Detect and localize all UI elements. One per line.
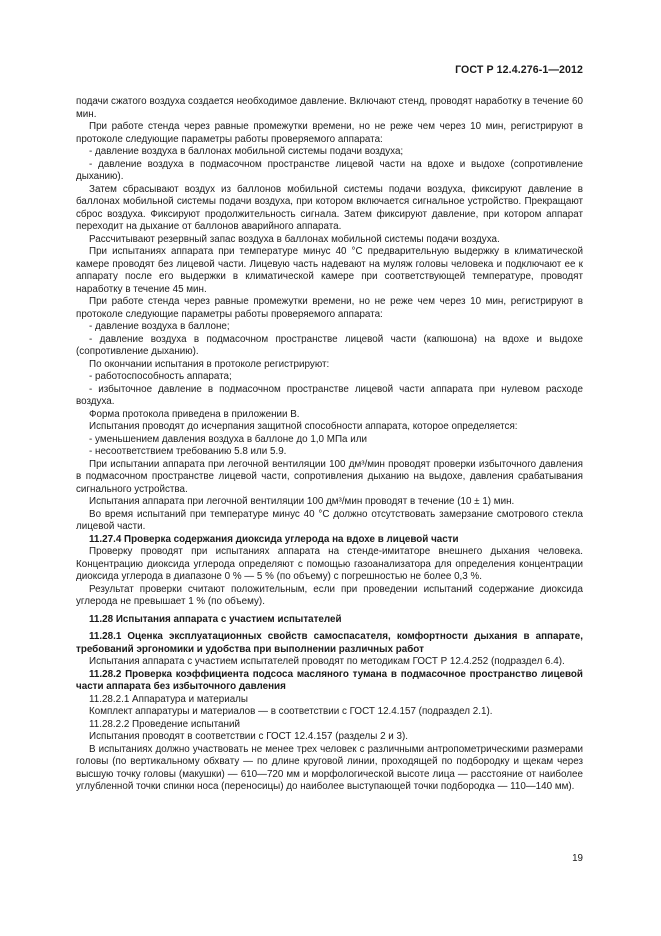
paragraph: В испытаниях должно участвовать не менее трех человек с различными антропометрическими размерами головы (по вертикальному обхвату — по длине круговой линии, проходящей по подбородку и щекам через высшую точку головы (макушки) — 610—720 мм и морфологической высоте лица — расстояние от наиболее углубленной точки спинки носа (переносицы) до наиболее выступающей точки подбородка — 110—140 мм). (76, 743, 583, 792)
paragraph: Испытания проводят в соответствии с ГОСТ 12.4.157 (разделы 2 и 3). (89, 731, 409, 742)
paragraph: Проверку проводят при испытаниях аппарата на стенде-имитаторе внешнего дыхания человека. Концентрацию диоксида углерода определяют с помощью газоанализатора для определения концентрации диоксида углерода в диапазоне 0 % — 5 % (по объему) с погрешностью не более 0,3 %. (76, 546, 583, 582)
paragraph: По окончании испытания в протоколе регистрируют: (89, 358, 330, 370)
paragraph: Испытания аппарата с участием испытателей проводят по методикам ГОСТ Р 12.4.252 (подраздел 6.4). (89, 656, 565, 667)
page-number: 19 (572, 853, 583, 864)
list-item: - давление воздуха в подмасочном пространстве лицевой части на вдохе и выдохе (сопротивление дыханию). (76, 158, 583, 182)
subsection-title: 11.28.2.1 Аппаратура и материалы (89, 693, 249, 705)
list-item: - давление воздуха в подмасочном пространстве лицевой части (капюшона) на вдохе и выдохе (сопротивление дыханию). (76, 333, 583, 357)
paragraph: Результат проверки считают положительным, если при проведении испытаний содержание диоксида углерода не превышает 1 % (по объему). (76, 583, 583, 607)
document-body (76, 96, 583, 794)
list-item: - несоответствием требованию 5.8 или 5.9. (89, 446, 287, 457)
paragraph: подачи сжатого воздуха создается необходимое давление. Включают стенд, проводят наработку в течение 60 мин. (76, 96, 583, 120)
list-item: - давление воздуха в баллонах мобильной системы подачи воздуха; (89, 146, 404, 157)
paragraph: Комплект аппаратуры и материалов — в соответствии с ГОСТ 12.4.157 (подраздел 2.1). (89, 706, 493, 717)
section-heading: 11.27.4 Проверка содержания диоксида углерода на вдохе в лицевой части (89, 533, 459, 545)
paragraph: Испытания проводят до исчерпания защитной способности аппарата, которое определяется: (89, 421, 518, 432)
section-heading: 11.28.1 Оценка эксплуатационных свойств самоспасателя, комфортности дыхания в аппарате, требований эргономики и удобства при выполнении различных работ (76, 631, 583, 655)
list-item: - избыточное давление в подмасочном пространстве лицевой части аппарата при нулевом расходе воздуха. (76, 383, 583, 407)
document-code-header: ГОСТ Р 12.4.276-1—2012 (455, 64, 583, 76)
paragraph: Рассчитывают резервный запас воздуха в баллонах мобильной системы подачи воздуха. (89, 233, 500, 245)
section-heading: 11.28.2 Проверка коэффициента подсоса масляного тумана в подмасочное пространство лицевой части аппарата без избыточного давления (76, 668, 583, 692)
paragraph: Испытания аппарата при легочной вентиляции 100 дм³/мин проводят в течение (10 ± 1) мин. (89, 496, 515, 507)
paragraph: Затем сбрасывают воздух из баллонов мобильной системы подачи воздуха, фиксируют давление в баллонах мобильной системы подачи воздуха, при котором включается сигнальное устройство. Прекращают сброс воздуха. Фиксируют продолжительность сигнала. Затем фиксируют давление, при котором аппарат переходит на дыхание от баллонов аварийного аппарата. (76, 183, 583, 232)
paragraph: При испытаниях аппарата при температуре минус 40 °С предварительную выдержку в климатической камере проводят без лицевой части. Лицевую часть надевают на муляж головы человека и подключают ее к аппарату после его выдержки в климатической камере при соответствующей температуре, проводят наработку в течение 45 мин. (76, 246, 583, 295)
list-item: - давление воздуха в баллоне; (89, 321, 230, 332)
paragraph: При работе стенда через равные промежутки времени, но не реже чем через 10 мин, регистрируют в протоколе следующие параметры работы проверяемого аппарата: (76, 121, 583, 145)
paragraph: Во время испытаний при температуре минус 40 °С должно отсутствовать замерзание смотрового стекла лицевой части. (76, 508, 583, 532)
paragraph: При испытании аппарата при легочной вентиляции 100 дм³/мин проводят проверки избыточного давления в подмасочном пространстве лицевой части, сопротивления дыханию на выдохе, давления срабатывания сигнального устройства. (76, 458, 583, 495)
paragraph: При работе стенда через равные промежутки времени, но не реже чем через 10 мин, регистрируют в протоколе следующие параметры работы проверяемого аппарата: (76, 296, 583, 320)
section-heading: 11.28 Испытания аппарата с участием испытателей (89, 613, 342, 625)
paragraph: Форма протокола приведена в приложении В. (89, 408, 300, 420)
subsection-title: 11.28.2.2 Проведение испытаний (89, 718, 240, 730)
list-item: - работоспособность аппарата; (89, 371, 232, 382)
list-item: - уменьшением давления воздуха в баллоне до 1,0 МПа или (89, 433, 367, 445)
